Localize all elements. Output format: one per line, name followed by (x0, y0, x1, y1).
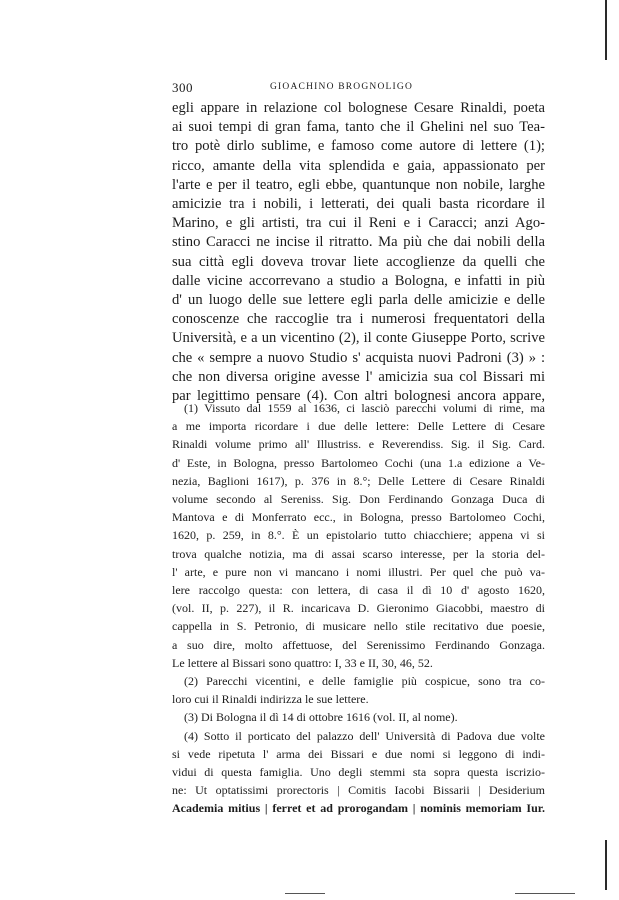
footnote-line: (2) Parecchi vicentini, e delle famiglie più cospicue, sono tra co- (184, 674, 545, 689)
page-edge-mark (605, 0, 607, 60)
footnote-line: (3) Di Bologna il dì 14 di ottobre 1616 (vol. II, al nome). (184, 710, 458, 725)
running-head: GIOACHINO BROGNOLIGO (270, 82, 414, 92)
page-edge-rule (285, 893, 325, 894)
text-line: par legittimo pensare (4). Con altri bolognesi ancora appare, (172, 388, 545, 405)
footnote-line: lere raccolgo questa: con lettera, di casa il dì 10 d' agosto 1620, (172, 583, 545, 598)
text-line: conoscenze che raccoglie tra i numerosi frequentatori della (172, 311, 545, 328)
footnote-line: loro cui il Rinaldi indirizza le sue lettere. (172, 692, 369, 707)
body-text (172, 99, 545, 406)
footnote-line: vidui di questa famiglia. Uno degli stemmi sta sopra questa iscrizio- (172, 765, 545, 780)
footnote-line: nezia, Baglioni 1617), p. 376 in 8.°; Delle Lettere di Cesare Rinaldi (172, 473, 545, 488)
footnote-line: Mantova e di Monferrato ecc., in Bologna, presso Bartolomeo Cochi, (172, 510, 545, 525)
footnote-line: (1) Vissuto dal 1559 al 1636, ci lasciò parecchi volumi di rime, ma (184, 401, 545, 415)
footnote-line: volume secondo al Sereniss. Sig. Don Ferdinando Gonzaga Duca di (172, 492, 545, 507)
text-line: tro potè dirlo sublime, e famoso come autore di lettere (1); (172, 138, 545, 155)
text-line: egli appare in relazione col bolognese Cesare Rinaldi, poeta (172, 100, 545, 116)
footnote-line: ne: Ut optatissimi prorectoris | Comitis Iacobi Bissarii | Desiderium (172, 783, 545, 798)
text-line: dalle vicine accorrevano a studio a Bologna, e infatti in più (172, 272, 545, 289)
footnote-line: Le lettere al Bissari sono quattro: I, 33 e II, 30, 46, 52. (172, 655, 433, 670)
text-line: d' un luogo delle sue lettere egli parla delle amicizie e delle (172, 292, 545, 309)
footnote-line: a me importa ricordare i due delle lettere: Delle Lettere di Cesare (172, 419, 545, 434)
footnote-line: d' Este, in Bologna, presso Bartolomeo Cochi (una 1.a edizione a Ve- (172, 455, 545, 470)
text-line: Università, e a un vicentino (2), il conte Giuseppe Porto, scrive (172, 330, 545, 347)
footnotes (172, 399, 545, 818)
page-number: 300 (172, 80, 193, 95)
text-line: che non diversa origine avesse l' amicizia sua col Bissari mi (172, 368, 545, 385)
footnote-line: a suo dire, molto affettuose, del Serenissimo Ferdinando Gonzaga. (172, 637, 545, 652)
footnote-line: trova qualche notizia, ma di assai scarso interesse, per la storia del- (172, 546, 545, 561)
footnote-line: (vol. II, p. 227), il R. incaricava D. Gieronimo Giacobbi, maestro di (172, 601, 545, 616)
text-line: ai suoi tempi di gran fama, tanto che il Ghelini nel suo Tea- (172, 119, 545, 136)
text-line: Marino, e gli artisti, tra cui il Reni e i Caracci; anzi Ago- (172, 215, 545, 232)
text-line: stino Caracci ne incise il ritratto. Ma più che dai nobili della (172, 234, 545, 251)
text-line: ricco, amante della vita splendida e gaia, appassionato per (172, 157, 545, 174)
footnote-line: si vede ripetuta l' arma dei Bissari e due nomi si leggono di indi- (172, 746, 545, 761)
footnote-line: Rinaldi volume primo all' Illustriss. e Reverendiss. Sig. il Sig. Card. (172, 437, 545, 452)
text-line: che « sempre a nuovo Studio s' acquista nuovi Padroni (3) » : (172, 349, 545, 366)
footnote-line: Academia mitius | ferret et ad prorogandam | nominis memoriam Iur. (172, 801, 545, 816)
footnote-line: cappella in S. Petronio, di musicare nello stile recitativo due poesie, (172, 619, 545, 634)
text-line: sua città egli doveva trovar liete accoglienze da quelli che (172, 253, 545, 270)
footnote-line: 1620, p. 259, in 8.°. È un epistolario tutto chiacchiere; appena vi si (172, 528, 545, 543)
text-line: amicizie tra i nobili, i letterati, dei quali basta ricordare il (172, 196, 545, 213)
text-line: l'arte e per il teatro, egli ebbe, quantunque non nobile, larghe (172, 176, 545, 193)
page-edge-rule (515, 893, 575, 894)
page-edge-mark (605, 840, 607, 890)
footnote-line: l' arte, e pure non vi mancano i nomi illustri. Per quel che può va- (172, 564, 545, 579)
footnote-line: (4) Sotto il porticato del palazzo dell' Università di Padova due volte (184, 728, 545, 743)
